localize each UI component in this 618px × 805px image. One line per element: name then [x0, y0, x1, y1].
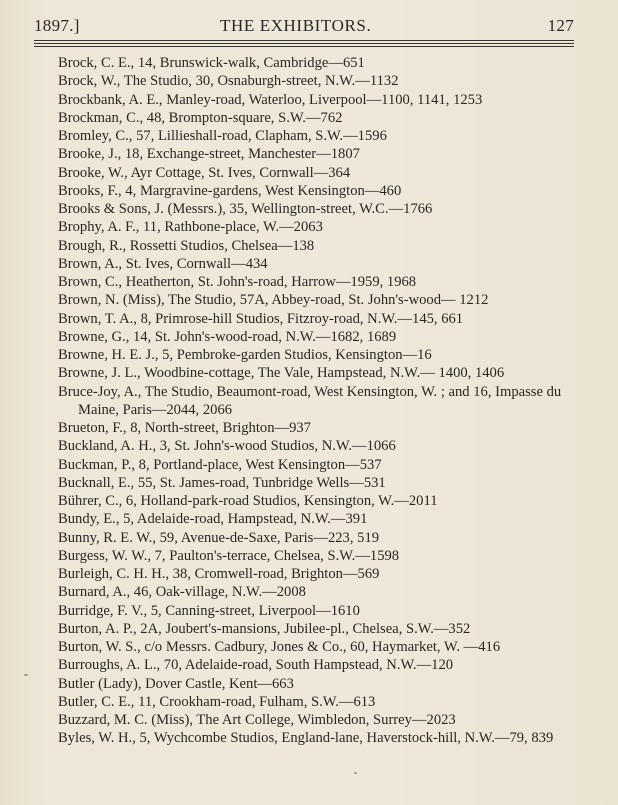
exhibitor-list [58, 54, 578, 748]
exhibitor-entry: Brooks, F., 4, Margravine-gardens, West Kensington—460 [58, 182, 402, 199]
exhibitor-entry: Brockbank, A. E., Manley-road, Waterloo, Liverpool—1100, 1141, 1253 [58, 91, 483, 108]
exhibitor-entry: Brock, W., The Studio, 30, Osnaburgh-street, N.W.—1132 [58, 73, 399, 90]
exhibitor-entry: Browne, G., 14, St. John's-wood-road, N.W.—1682, 1689 [58, 328, 397, 345]
exhibitor-entry: Buckman, P., 8, Portland-place, West Kensington—537 [58, 456, 382, 473]
exhibitor-entry: Bromley, C., 57, Lillieshall-road, Clapham, S.W.—1596 [58, 128, 387, 144]
exhibitor-entry: Brueton, F., 8, North-street, Brighton—937 [58, 420, 311, 436]
exhibitor-entry: Byles, W. H., 5, Wychcombe Studios, England-lane, Haverstock-hill, N.W.—79, 839 [58, 730, 554, 747]
header-rule [34, 40, 574, 41]
header-year: 1897.] [34, 16, 80, 35]
exhibitor-entry: Bunny, R. E. W., 59, Avenue-de-Saxe, Paris—223, 519 [58, 529, 380, 546]
exhibitor-entry: Brooke, W., Ayr Cottage, St. Ives, Cornwall—364 [58, 164, 351, 181]
exhibitor-entry: Burridge, F. V., 5, Canning-street, Liverpool—1610 [58, 602, 360, 619]
exhibitor-entry: Bruce-Joy, A., The Studio, Beaumont-road, West Kensington, W. ; and 16, Impasse du Maine, Paris—2044, 2066 [58, 383, 562, 418]
exhibitor-entry: Bundy, E., 5, Adelaide-road, Hampstead, N.W.—391 [58, 511, 368, 528]
exhibitor-entry: Burleigh, C. H. H., 38, Cromwell-road, Brighton—569 [58, 566, 380, 582]
exhibitor-entry: Brown, N. (Miss), The Studio, 57A, Abbey-road, St. John's-wood— 1212 [58, 292, 489, 309]
exhibitor-entry: Brock, C. E., 14, Brunswick-walk, Cambridge—651 [58, 55, 365, 71]
page-number: 127 [547, 16, 574, 35]
paper-speck [354, 772, 357, 774]
exhibitor-entry: Burnard, A., 46, Oak-village, N.W.—2008 [58, 584, 306, 601]
exhibitor-entry: Burton, W. S., c/o Messrs. Cadbury, Jones & Co., 60, Haymarket, W. —416 [58, 639, 501, 655]
exhibitor-entry: Butler (Lady), Dover Castle, Kent—663 [58, 675, 294, 692]
exhibitor-entry: Butler, C. E., 11, Crookham-road, Fulham, S.W.—613 [58, 693, 376, 710]
exhibitor-entry: Brooks & Sons, J. (Messrs.), 35, Wellington-street, W.C.—1766 [58, 201, 433, 217]
paper-speck [24, 674, 28, 676]
exhibitor-entry: Buckland, A. H., 3, St. John's-wood Studios, N.W.—1066 [58, 438, 396, 455]
exhibitor-entry: Bucknall, E., 55, St. James-road, Tunbridge Wells—531 [58, 474, 386, 491]
exhibitor-entry: Bührer, C., 6, Holland-park-road Studios, Kensington, W.—2011 [58, 493, 438, 509]
header-title: THE EXHIBITORS. [220, 16, 372, 35]
exhibitor-entry: Buzzard, M. C. (Miss), The Art College, Wimbledon, Surrey—2023 [58, 712, 456, 728]
exhibitor-entry: Brown, A., St. Ives, Cornwall—434 [58, 255, 268, 272]
exhibitor-entry: Brooke, J., 18, Exchange-street, Manchester—1807 [58, 146, 360, 163]
exhibitor-entry: Browne, H. E. J., 5, Pembroke-garden Studios, Kensington—16 [58, 347, 432, 363]
header-rule [34, 46, 574, 47]
exhibitor-entry: Burroughs, A. L., 70, Adelaide-road, South Hampstead, N.W.—120 [58, 657, 454, 674]
exhibitor-entry: Brown, T. A., 8, Primrose-hill Studios, Fitzroy-road, N.W.—145, 661 [58, 310, 464, 327]
running-head [34, 16, 574, 40]
exhibitor-entry: Burton, A. P., 2A, Joubert's-mansions, Jubilee-pl., Chelsea, S.W.—352 [58, 620, 471, 637]
exhibitor-entry: Brockman, C., 48, Brompton-square, S.W.—762 [58, 109, 343, 126]
exhibitor-entry: Brown, C., Heatherton, St. John's-road, Harrow—1959, 1968 [58, 274, 417, 290]
exhibitor-entry: Brophy, A. F., 11, Rathbone-place, W.—2063 [58, 219, 323, 236]
exhibitor-entry: Brough, R., Rossetti Studios, Chelsea—138 [58, 237, 315, 254]
exhibitor-entry: Burgess, W. W., 7, Paulton's-terrace, Chelsea, S.W.—1598 [58, 547, 400, 564]
exhibitor-entry: Browne, J. L., Woodbine-cottage, The Vale, Hampstead, N.W.— 1400, 1406 [58, 365, 505, 382]
header-rule [34, 43, 574, 44]
